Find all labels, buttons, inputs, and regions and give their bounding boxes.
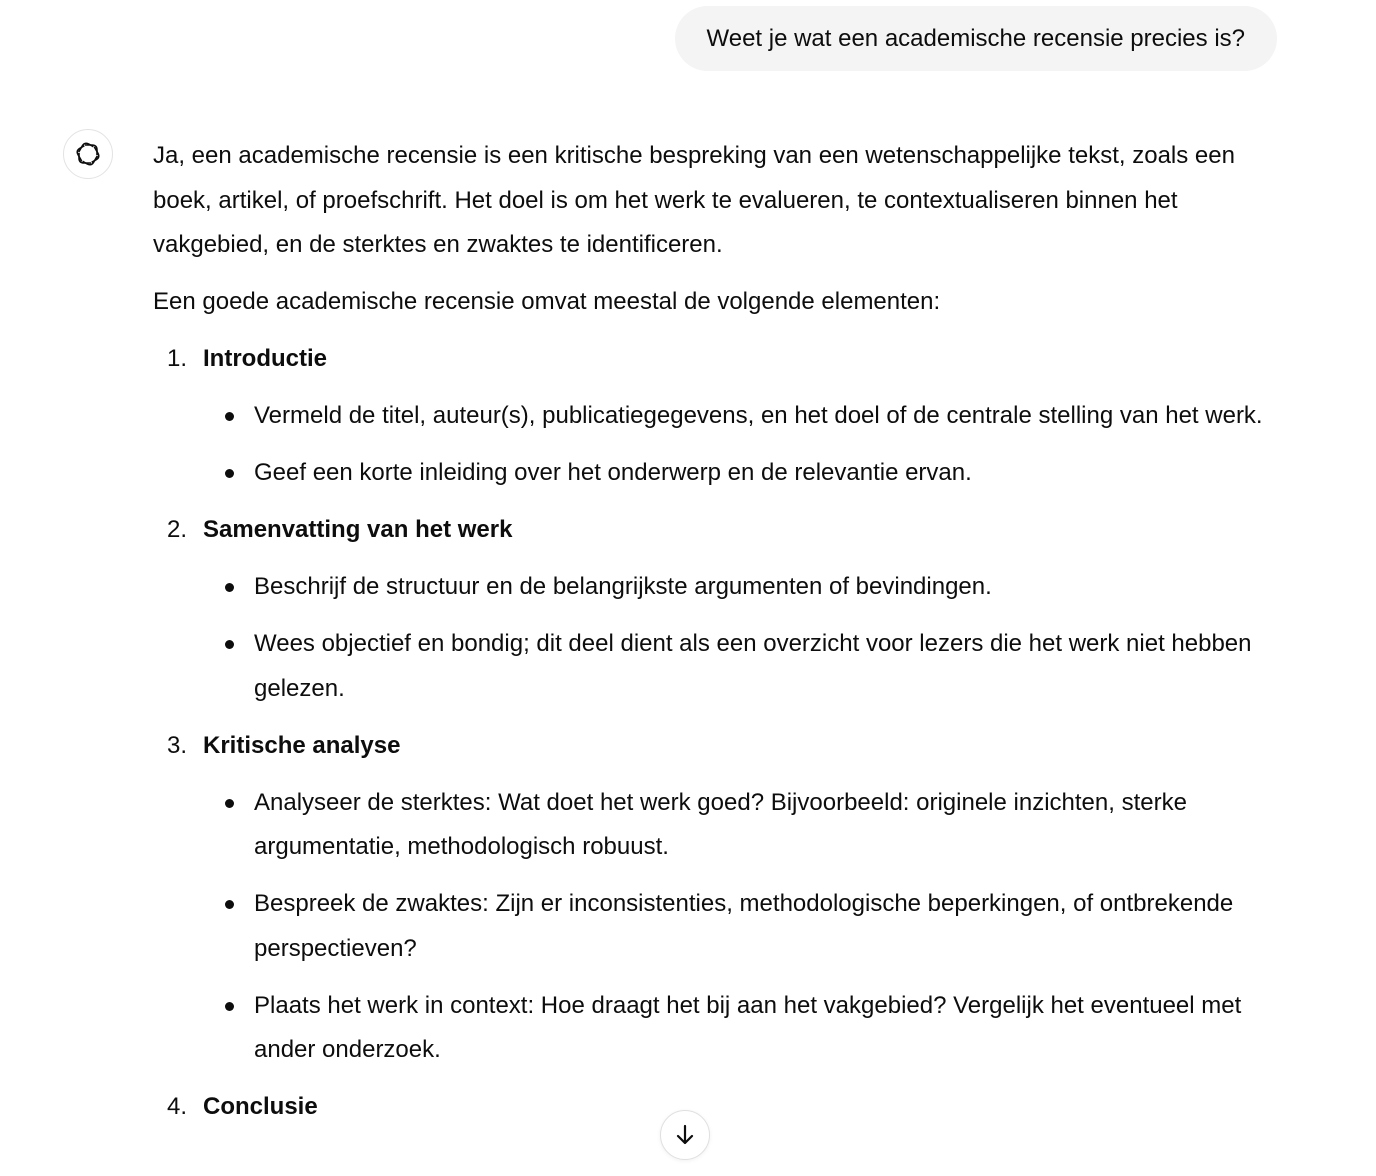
list-number: 4. bbox=[166, 1093, 187, 1120]
list-number: 3. bbox=[166, 731, 187, 759]
list-item bbox=[153, 508, 1278, 711]
bullet-item: Vermeld de titel, auteur(s), publicatiegegevens, en het doel of de centrale stelling van het werk. bbox=[203, 394, 1278, 439]
bullet-icon bbox=[225, 469, 234, 478]
arrow-down-icon bbox=[672, 1122, 698, 1148]
bullet-icon bbox=[225, 412, 234, 421]
list-item bbox=[153, 337, 1278, 496]
user-message-bubble: Weet je wat een academische recensie precies is? bbox=[675, 6, 1278, 71]
section-heading: Conclusie bbox=[203, 1093, 318, 1120]
response-lead: Een goede academische recensie omvat meestal de volgende elementen: bbox=[153, 288, 941, 315]
response-intro: Ja, een academische recensie is een kritische bespreking van een wetenschappelijke tekst, zoals een boek, artikel, of proefschrift. Het doel is om het werk te evalueren, te contextualiseren binnen het vakgebied, en de sterktes en zwaktes te identificeren. bbox=[153, 142, 1235, 258]
assistant-response bbox=[153, 134, 1278, 1142]
bullet-icon bbox=[225, 799, 234, 808]
list-item bbox=[153, 1085, 1278, 1130]
bullet-item: Plaats het werk in context: Hoe draagt het bij aan het vakgebied? Vergelijk het eventueel met ander onderzoek. bbox=[203, 984, 1278, 1073]
section-heading: Kritische analyse bbox=[203, 731, 401, 759]
bullet-icon bbox=[225, 583, 234, 592]
bullet-icon bbox=[225, 1002, 234, 1011]
bullet-icon bbox=[225, 640, 234, 649]
chatgpt-logo-icon bbox=[73, 139, 103, 169]
bullet-item: Wees objectief en bondig; dit deel dient als een overzicht voor lezers die het werk niet hebben gelezen. bbox=[203, 622, 1278, 711]
list-number: 1. bbox=[166, 345, 187, 372]
assistant-avatar bbox=[63, 129, 113, 179]
section-heading: Samenvatting van het werk bbox=[203, 516, 513, 543]
list-item bbox=[153, 724, 1278, 1073]
scroll-to-bottom-button[interactable] bbox=[660, 1110, 710, 1160]
bullet-list bbox=[203, 565, 1278, 711]
bullet-item: Bespreek de zwaktes: Zijn er inconsistenties, methodologische beperkingen, of ontbrekende perspectieven? bbox=[203, 882, 1278, 971]
bullet-item: Geef een korte inleiding over het onderwerp en de relevantie ervan. bbox=[203, 451, 1278, 496]
bullet-item: Beschrijf de structuur en de belangrijkste argumenten of bevindingen. bbox=[203, 565, 1278, 610]
bullet-icon bbox=[225, 900, 234, 909]
bullet-list bbox=[203, 781, 1278, 1073]
elements-list bbox=[153, 337, 1278, 1130]
list-number: 2. bbox=[166, 516, 187, 543]
section-heading: Introductie bbox=[203, 345, 327, 372]
bullet-item: Analyseer de sterktes: Wat doet het werk goed? Bijvoorbeeld: originele inzichten, sterke argumentatie, methodologisch robuust. bbox=[203, 781, 1278, 870]
bullet-list bbox=[203, 394, 1278, 496]
